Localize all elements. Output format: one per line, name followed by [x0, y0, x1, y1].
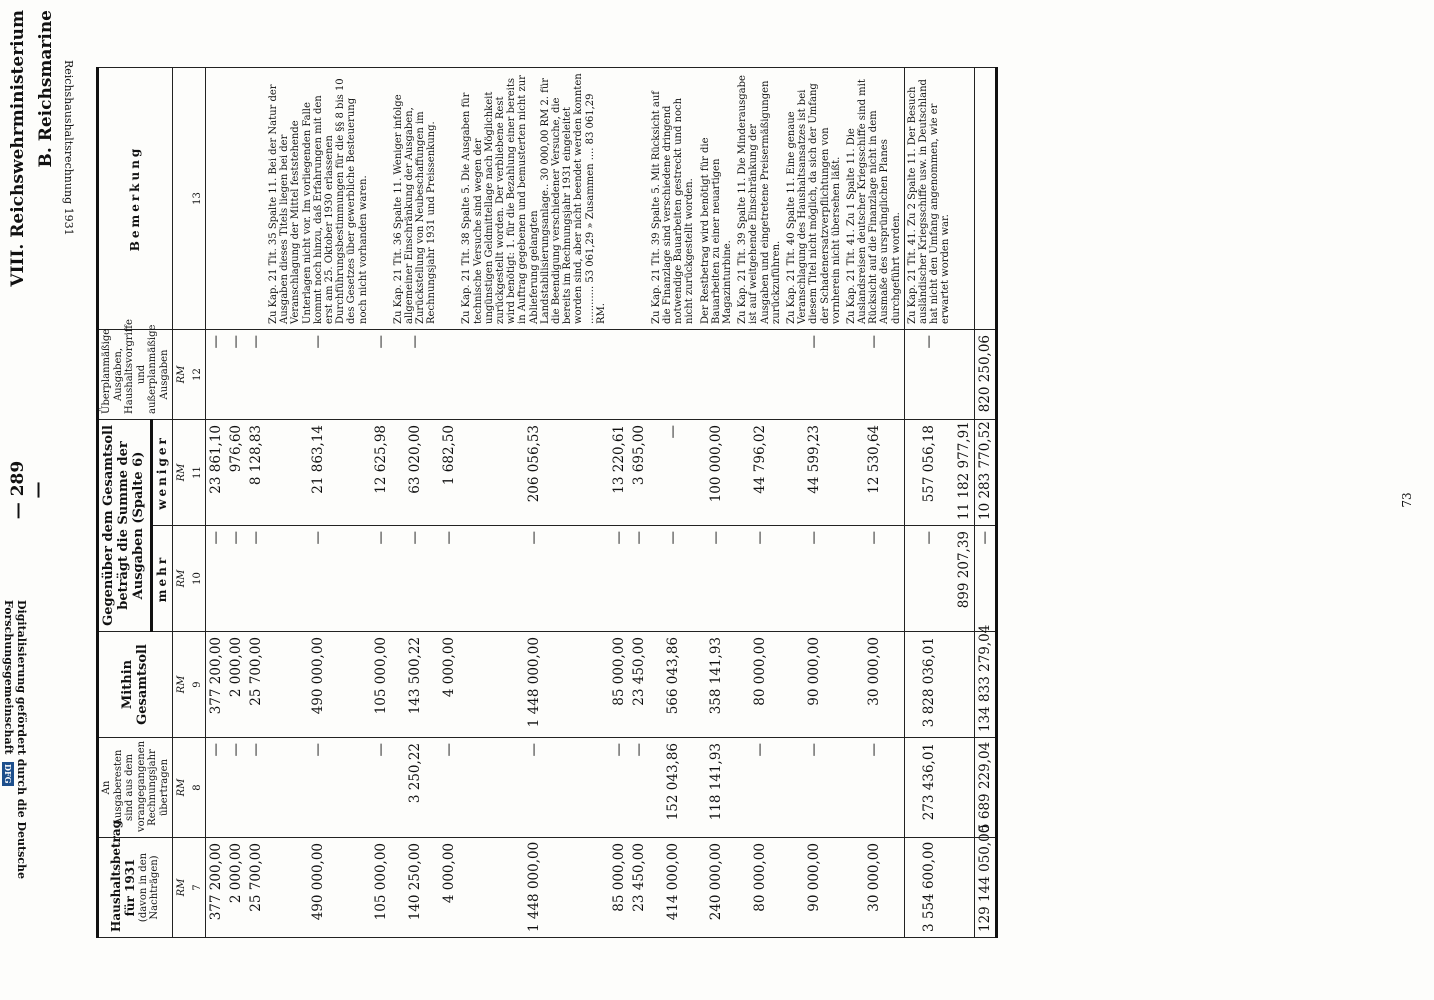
cell-col-9: 23 450,00	[629, 632, 649, 738]
remark-cell	[974, 67, 996, 329]
cell-col-11: 12 530,64	[844, 419, 904, 525]
cell-col-12: —	[246, 329, 266, 419]
cell-col-10: —	[459, 526, 608, 632]
cell-col-9: 143 500,22	[391, 632, 440, 738]
cell-col-10: —	[246, 526, 266, 632]
cell-col-8: —	[226, 738, 246, 838]
cell-col-12	[649, 329, 698, 419]
table-row	[649, 67, 698, 937]
remark-cell	[371, 67, 391, 329]
cell-col-7: 240 000,00	[698, 838, 736, 938]
cell-col-11: 8 128,83	[246, 419, 266, 525]
cell-col-9: 80 000,00	[735, 632, 784, 738]
section-title: B. Reichsmarine	[36, 10, 56, 168]
table-row	[459, 67, 608, 937]
remark-cell: Zu Kap. 21 Tit. 41. Zu 1 Spalte 11. Die Auslandsreisen deutscher Kriegsschiffe sind mit Rücksicht auf die Finanzlage nicht in dem Ausmaße des ursprünglichen Planes durchgeführt worden.	[844, 67, 904, 329]
remark-cell	[246, 67, 266, 329]
cell-col-8: —	[371, 738, 391, 838]
table-row	[439, 67, 459, 937]
cell-col-8: 5 689 229,04	[974, 738, 996, 838]
cell-col-11: 100 000,00	[698, 419, 736, 525]
cell-col-9: 4 000,00	[439, 632, 459, 738]
cell-col-11: 44 599,23	[784, 419, 844, 525]
cell-col-9: 3 828 036,01	[904, 632, 953, 738]
cell-col-10: —	[784, 526, 844, 632]
cell-col-12	[609, 329, 629, 419]
funding-credit	[2, 600, 28, 1000]
remark-cell: Zu Kap. 21 Tit. 39 Spalte 5. Mit Rücksicht auf die Finanzlage sind verschiedene dringend notwendige Bauarbeiten gestreckt und noch nicht zurückgestellt worden.	[649, 67, 698, 329]
cell-col-10: —	[609, 526, 629, 632]
cell-col-10: —	[649, 526, 698, 632]
table-row	[629, 67, 649, 937]
cell-col-11: 13 220,61	[609, 419, 629, 525]
cell-col-7: 1 448 000,00	[459, 838, 608, 938]
remark-cell: Zu Kap. 21 Tit. 38 Spalte 5. Die Ausgaben für technische Versuche sind wegen der ungünstigen Geldmittellage nach Möglichkeit zurückgestellt worden. Der verbliebene Rest wird benötigt: 1. für die Bezahlung einer bereits in Auftrag gegebenen und bemusterten nicht zur Ablieferung gelangten Landstabilisierungsanlage.. 30 000,00 RM 2. für die Beendigung verschiedener Versuche, die bereits im Rechnungsjahr 1931 eingeleitet worden sind, aber nicht beendet werden konnten ............ 53 061,29 » Zusammen .... 83 061,29 RM.	[459, 67, 608, 329]
cell-col-11: 63 020,00	[391, 419, 440, 525]
cell-col-10: —	[904, 526, 953, 632]
table-row	[784, 67, 844, 937]
col-compare-header: Gegenüber dem Gesamtsoll beträgt die Summe der Ausgaben (Spalte 6)	[98, 419, 152, 631]
cell-col-7	[954, 838, 975, 938]
cell-col-8: 273 436,01	[904, 738, 953, 838]
cell-col-7: 140 250,00	[391, 838, 440, 938]
cell-col-7: 90 000,00	[784, 838, 844, 938]
cell-col-9: 105 000,00	[371, 632, 391, 738]
cell-col-8: 3 250,22	[391, 738, 440, 838]
ministry-title: VIII. Reichswehrministerium	[8, 10, 28, 287]
cell-col-9: 2 000,00	[226, 632, 246, 738]
cell-col-7: 4 000,00	[439, 838, 459, 938]
cell-col-11: 23 861,10	[206, 419, 227, 525]
remark-cell	[226, 67, 246, 329]
cell-col-12: —	[904, 329, 953, 419]
cell-col-12	[459, 329, 608, 419]
cell-col-11: —	[649, 419, 698, 525]
dfg-logo: DFG	[3, 764, 13, 784]
budget-table	[96, 67, 998, 938]
col-less-header: weniger	[152, 419, 173, 525]
cell-col-7: 3 554 600,00	[904, 838, 953, 938]
remark-cell: Zu Kap. 21 Tit. 39 Spalte 11. Die Minderausgabe ist auf weitgehende Einschränkung der Ausgaben und eingetretene Preisermäßigungen zurückzuführen.	[735, 67, 784, 329]
cell-col-11: 10 283 770,52	[974, 419, 996, 525]
cell-col-9: 1 448 000,00	[459, 632, 608, 738]
remark-cell	[206, 67, 227, 329]
cell-col-10: —	[974, 526, 996, 632]
col-more-header: mehr	[152, 526, 173, 632]
cell-col-8: —	[246, 738, 266, 838]
table-row	[246, 67, 266, 937]
cell-col-11: 11 182 977,91	[954, 419, 975, 525]
cell-col-11: 21 863,14	[266, 419, 371, 525]
cell-col-12: —	[206, 329, 227, 419]
cell-col-9: 30 000,00	[844, 632, 904, 738]
cell-col-8	[954, 738, 975, 838]
cell-col-7: 105 000,00	[371, 838, 391, 938]
remark-cell: Zu Kap. 21 Tit. 36 Spalte 11. Weniger infolge allgemeiner Einschränkung der Ausgaben, Zurückstellung von Neubeschaffungen im Rechnungsjahr 1931 und Preissenkung.	[391, 67, 440, 329]
cell-col-12: —	[844, 329, 904, 419]
remark-cell	[609, 67, 629, 329]
cell-col-12: —	[266, 329, 371, 419]
cell-col-7: 25 700,00	[246, 838, 266, 938]
cell-col-7: 85 000,00	[609, 838, 629, 938]
cell-col-9: 377 200,00	[206, 632, 227, 738]
cell-col-12: —	[371, 329, 391, 419]
cell-col-10: —	[698, 526, 736, 632]
table-row	[371, 67, 391, 937]
col-carried-header: An Ausgaberesten sind aus dem vorangegangenen Rechnungsjahr übertragen	[98, 738, 173, 838]
cell-col-8: —	[459, 738, 608, 838]
cell-col-11: 3 695,00	[629, 419, 649, 525]
cell-col-8: —	[629, 738, 649, 838]
cell-col-8: —	[844, 738, 904, 838]
column-number-row: 7 8 9 10 11 12 13	[189, 67, 206, 937]
cell-col-10: —	[226, 526, 246, 632]
cell-col-10: —	[371, 526, 391, 632]
cell-col-11: 557 056,18	[904, 419, 953, 525]
units-row: RM RM RM RM RM RM	[173, 67, 190, 937]
cell-col-8: —	[609, 738, 629, 838]
cell-col-7: 2 000,00	[226, 838, 246, 938]
cell-col-7: 30 000,00	[844, 838, 904, 938]
cell-col-10: 899 207,39	[954, 526, 975, 632]
running-title: Reichshaushaltsrechnung 1931	[62, 60, 75, 236]
cell-col-11: 12 625,98	[371, 419, 391, 525]
remark-cell	[954, 67, 975, 329]
cell-col-12: 820 250,06	[974, 329, 996, 419]
cell-col-10: —	[266, 526, 371, 632]
cell-col-12: —	[391, 329, 440, 419]
cell-col-12: —	[226, 329, 246, 419]
table-row	[206, 67, 227, 937]
remark-cell: Zu Kap. 21 Tit. 41. Zu 2 Spalte 11. Der Besuch ausländischer Kriegsschiffe usw. in Deutschland hat nicht den Umfang angenommen, wie er erwartet worden war.	[904, 67, 953, 329]
table-row	[226, 67, 246, 937]
cell-col-9: 358 141,93	[698, 632, 736, 738]
page-number: — 289 —	[8, 460, 48, 520]
remark-cell: Zu Kap. 21 Tit. 40 Spalte 11. Eine genaue Veranschlagung des Haushaltsansatzes ist bei diesem Titel nicht möglich, da sich der Umfang der Schadenersatzverpflichtungen von vornherein nicht übersehen läßt.	[784, 67, 844, 329]
table-row	[698, 67, 736, 937]
cell-col-8: —	[266, 738, 371, 838]
funding-credit-text: Digitalisierung gefördert durch die Deutsche Forschungsgemeinschaft	[2, 600, 28, 879]
cell-col-12	[954, 329, 975, 419]
col-total-header: Mithin Gesamtsoll	[98, 632, 173, 738]
cell-col-7: 23 450,00	[629, 838, 649, 938]
cell-col-10: —	[735, 526, 784, 632]
cell-col-12	[629, 329, 649, 419]
table-row	[844, 67, 904, 937]
table-row	[735, 67, 784, 937]
cell-col-12	[735, 329, 784, 419]
total-row	[974, 67, 996, 937]
cell-col-8: —	[439, 738, 459, 838]
cell-col-11: 206 056,53	[459, 419, 608, 525]
cell-col-9: 566 043,86	[649, 632, 698, 738]
cell-col-8: —	[735, 738, 784, 838]
cell-col-7: 129 144 050,00	[974, 838, 996, 938]
cell-col-11: 44 796,02	[735, 419, 784, 525]
cell-col-8: —	[784, 738, 844, 838]
cell-col-10: —	[391, 526, 440, 632]
cell-col-10: —	[206, 526, 227, 632]
col-unplanned-header: Überplanmäßige Ausgaben, Haushaltsvorgriffe und außerplanmäßige Ausgaben	[98, 329, 173, 419]
remark-cell	[629, 67, 649, 329]
cell-col-8: 152 043,86	[649, 738, 698, 838]
remark-cell: Zu Kap. 21 Tit. 35 Spalte 11. Bei der Natur der Ausgaben dieses Titels liegen bei der Veranschlagung der Mittel feststehende Unterlagen nicht vor. Im vorliegenden Falle kommt noch hinzu, daß Erfahrungen mit den erst am 25. Oktober 1930 erlassenen Durchführungsbestimmungen für die §§ 8 bis 10 des Gesetzes über gewerbliche Besteuerung noch nicht vorhanden waren.	[266, 67, 371, 329]
cell-col-7: 377 200,00	[206, 838, 227, 938]
col-budget-header: Haushaltsbetrag für 1931 (davon in den Nachträgen)	[98, 838, 173, 938]
remark-cell: Der Restbetrag wird benötigt für die Bauarbeiten zu einer neuartigen Magazinturbine.	[698, 67, 736, 329]
difference-row	[954, 67, 975, 937]
remark-cell	[439, 67, 459, 329]
cell-col-10: —	[439, 526, 459, 632]
cell-col-7: 490 000,00	[266, 838, 371, 938]
table-row	[609, 67, 629, 937]
cell-col-10: —	[629, 526, 649, 632]
subtotal-row	[904, 67, 953, 937]
cell-col-8: —	[206, 738, 227, 838]
cell-col-9: 134 833 279,04	[974, 632, 996, 738]
cell-col-11: 976,60	[226, 419, 246, 525]
cell-col-7: 414 000,00	[649, 838, 698, 938]
table-row	[266, 67, 371, 937]
footer-page-number: 73	[1400, 492, 1414, 508]
table-row	[391, 67, 440, 937]
cell-col-11: 1 682,50	[439, 419, 459, 525]
cell-col-9: 25 700,00	[246, 632, 266, 738]
cell-col-12	[439, 329, 459, 419]
cell-col-9	[954, 632, 975, 738]
cell-col-9: 90 000,00	[784, 632, 844, 738]
col-remarks-header: Bemerkung	[98, 67, 173, 329]
cell-col-8: 118 141,93	[698, 738, 736, 838]
cell-col-10: —	[844, 526, 904, 632]
cell-col-12: —	[784, 329, 844, 419]
cell-col-7: 80 000,00	[735, 838, 784, 938]
cell-col-9: 85 000,00	[609, 632, 629, 738]
cell-col-9: 490 000,00	[266, 632, 371, 738]
cell-col-12	[698, 329, 736, 419]
